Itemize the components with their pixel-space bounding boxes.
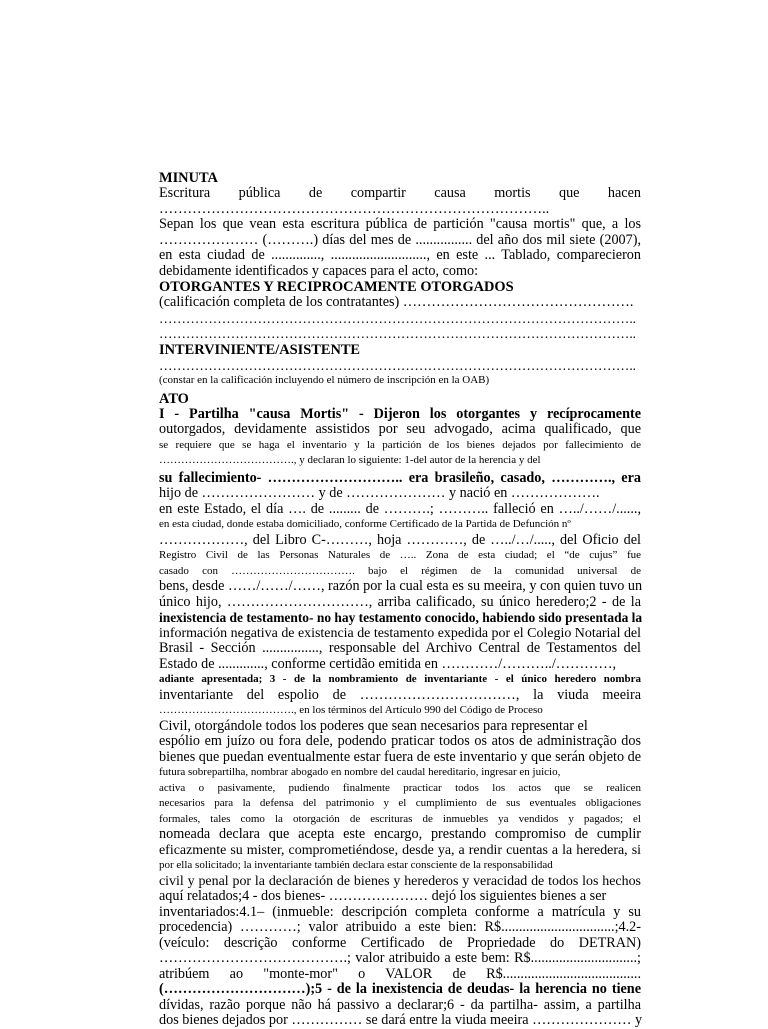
text-line: eficazmente su mister, comprometiéndose, desde ya, a rendir cuentas a la heredera, si xyxy=(159,842,641,858)
text-line: en esta ciudad de .............., ..........................., en este ... Tablado, comparecieron xyxy=(159,247,641,263)
text-line: outorgados, devidamente assistidos por seu advogado, acima qualificado, que xyxy=(159,421,641,437)
text-line: se requiere que se haga el inventario y la partición de los bienes dejados por fallecimiento de xyxy=(159,438,641,451)
text-line: Estado de ............., conforme certidão emitida en …………/………../…………, xyxy=(159,655,617,672)
text-line: ………………………………….; valor atribuido a este bem: R$..............................; xyxy=(159,950,641,966)
text-line: dos bienes dejados por …………… se dará entre la viuda meeira ………………… y xyxy=(159,1012,643,1028)
text-line: por ella solicitado; la inventariante también declara estar consciente de la responsabilidad xyxy=(159,859,553,871)
section-heading-interviniente: INTERVINIENTE/ASISTENTE xyxy=(159,341,361,358)
dotted-line: …………………………………………………………………………………………….. xyxy=(159,326,637,341)
text-line: ………………………………., y declaran lo siguiente: 1-del autor de la herencia y del xyxy=(159,454,541,466)
text-line: activa o pasivamente, pudiendo finalmente practicar todos los actos que se realicen xyxy=(159,781,641,794)
dotted-line: …………………………………………………………………………………………….. xyxy=(159,310,637,326)
text-line: en esta ciudad, donde estaba domiciliado, conforme Certificado de la Partida de Defunción nº xyxy=(159,518,571,530)
text-line: (veículo: descrição conforme Certificado de Propriedade do DETRAN) xyxy=(159,934,641,951)
text-line: civil y penal por la declaración de bienes y herederos y veracidad de todos los hechos xyxy=(159,873,641,889)
section-heading-ato: ATO xyxy=(159,390,189,407)
text-line: Sepan los que vean esta escritura pública de partición "causa mortis" que, a los xyxy=(159,216,641,232)
text-line: ………………………………., en los términos del Artículo 990 del Código de Proceso xyxy=(159,704,543,716)
text-line: formales, tales como la otorgación de escrituras de inmuebles ya vendidos y pagados; el xyxy=(159,812,641,825)
section-heading-otorgantes: OTORGANTES Y RECIPROCAMENTE OTORGADOS xyxy=(159,279,514,295)
text-line: aquí relatados;4 - dos bienes- ………………… dejó los siguientes bienes a ser xyxy=(159,888,607,904)
text-line: debidamente identificados y capaces para el acto, como: xyxy=(159,262,479,279)
text-line: dívidas, razão porque não há passivo a declarar;6 - da partilha- assim, a partilha xyxy=(159,996,641,1013)
document-body xyxy=(159,170,641,1029)
text-line: Brasil - Sección ................, responsable del Archivo Central de Testamentos del xyxy=(159,640,641,656)
text-line: ………………, del Libro C-………, hoja …………, de …../…/....., del Oficio del xyxy=(159,531,641,548)
text-line: único hijo, …………………………, arriba calificado, su único heredero;2 - de la xyxy=(159,593,641,610)
text-line: ………………… (……….) días del mes de ................ del año dos mil siete (2007), xyxy=(159,231,641,248)
text-line: espólio em juízo ou fora dele, podendo praticar todos os atos de administração dos xyxy=(159,733,641,749)
text-line: atribúem ao "monte-mor" o VALOR de R$....................................... xyxy=(159,965,641,982)
text-line: hijo de …………………… y de ………………… y nació en ………………. xyxy=(159,485,600,501)
text-line: inventariados:4.1– (inmueble: descripción completa conforme a matrícula y su xyxy=(159,903,641,920)
text-line: Escritura pública de compartir causa mortis que hacen xyxy=(159,185,641,201)
text-line: información negativa de existencia de testamento expedida por el Colegio Notarial del xyxy=(159,625,641,641)
text-line: inventariante del espolio de ……………………………, la viuda meeira xyxy=(159,686,641,703)
dotted-line: …………………………………………………………………………………………….. xyxy=(159,357,637,373)
text-line: I - Partilha "causa Mortis" - Dijeron los otorgantes y recíprocamente xyxy=(159,405,641,422)
text-line: procedencia) …………; valor atribuido a este bien: R$................................;4.2- xyxy=(159,919,641,935)
text-line: inexistencia de testamento- no hay testamento conocido, habiendo sido presentada la xyxy=(159,610,643,625)
text-line: (calificación completa de los contratantes) …………………………………………. xyxy=(159,294,634,310)
text-line: bienes que puedan eventualmente estar fuera de este inventario y que serán objeto de xyxy=(159,748,641,765)
text-line: adiante apresentada; 3 - de la nombramiento de inventariante - el único heredero nombra xyxy=(159,673,641,685)
text-line: (…………………………);5 - de la inexistencia de deudas- la herencia no tiene xyxy=(159,981,641,997)
text-line: casado con ……………………………. bajo el régimen de la comunidad universal de xyxy=(159,564,641,577)
text-line: su fallecimiento- ……………………….. era brasileño, casado, …………., era xyxy=(159,469,641,486)
text-line: nomeada declara que acepta este encargo, prestando compromiso de cumplir xyxy=(159,826,641,842)
text-line: necesarios para la defensa del patrimonio y el cumplimiento de sus eventuales obligaciones xyxy=(159,797,641,809)
text-line: (constar en la calificación incluyendo el número de inscripción en la OAB) xyxy=(159,374,490,386)
document-title: MINUTA xyxy=(159,170,218,186)
text-line: en este Estado, el día …. de ......... de ……….; ……….. falleció en …../……/......, xyxy=(159,500,641,517)
dotted-line: ……………………………………………………………………….. xyxy=(159,200,550,217)
text-line: Registro Civil de las Personas Naturales de ….. Zona de esta ciudad; el “de cujus” fue xyxy=(159,549,641,561)
text-line: bens, desde ……/……/……, razón por la cual esta es su meeira, y con quien tuvo un xyxy=(159,578,643,594)
text-line: Civil, otorgándole todos los poderes que sean necesarios para representar el xyxy=(159,717,588,734)
text-line: futura sobrepartilha, nombrar abogado en nombre del caudal hereditario, ingresar en juicio, xyxy=(159,766,561,778)
